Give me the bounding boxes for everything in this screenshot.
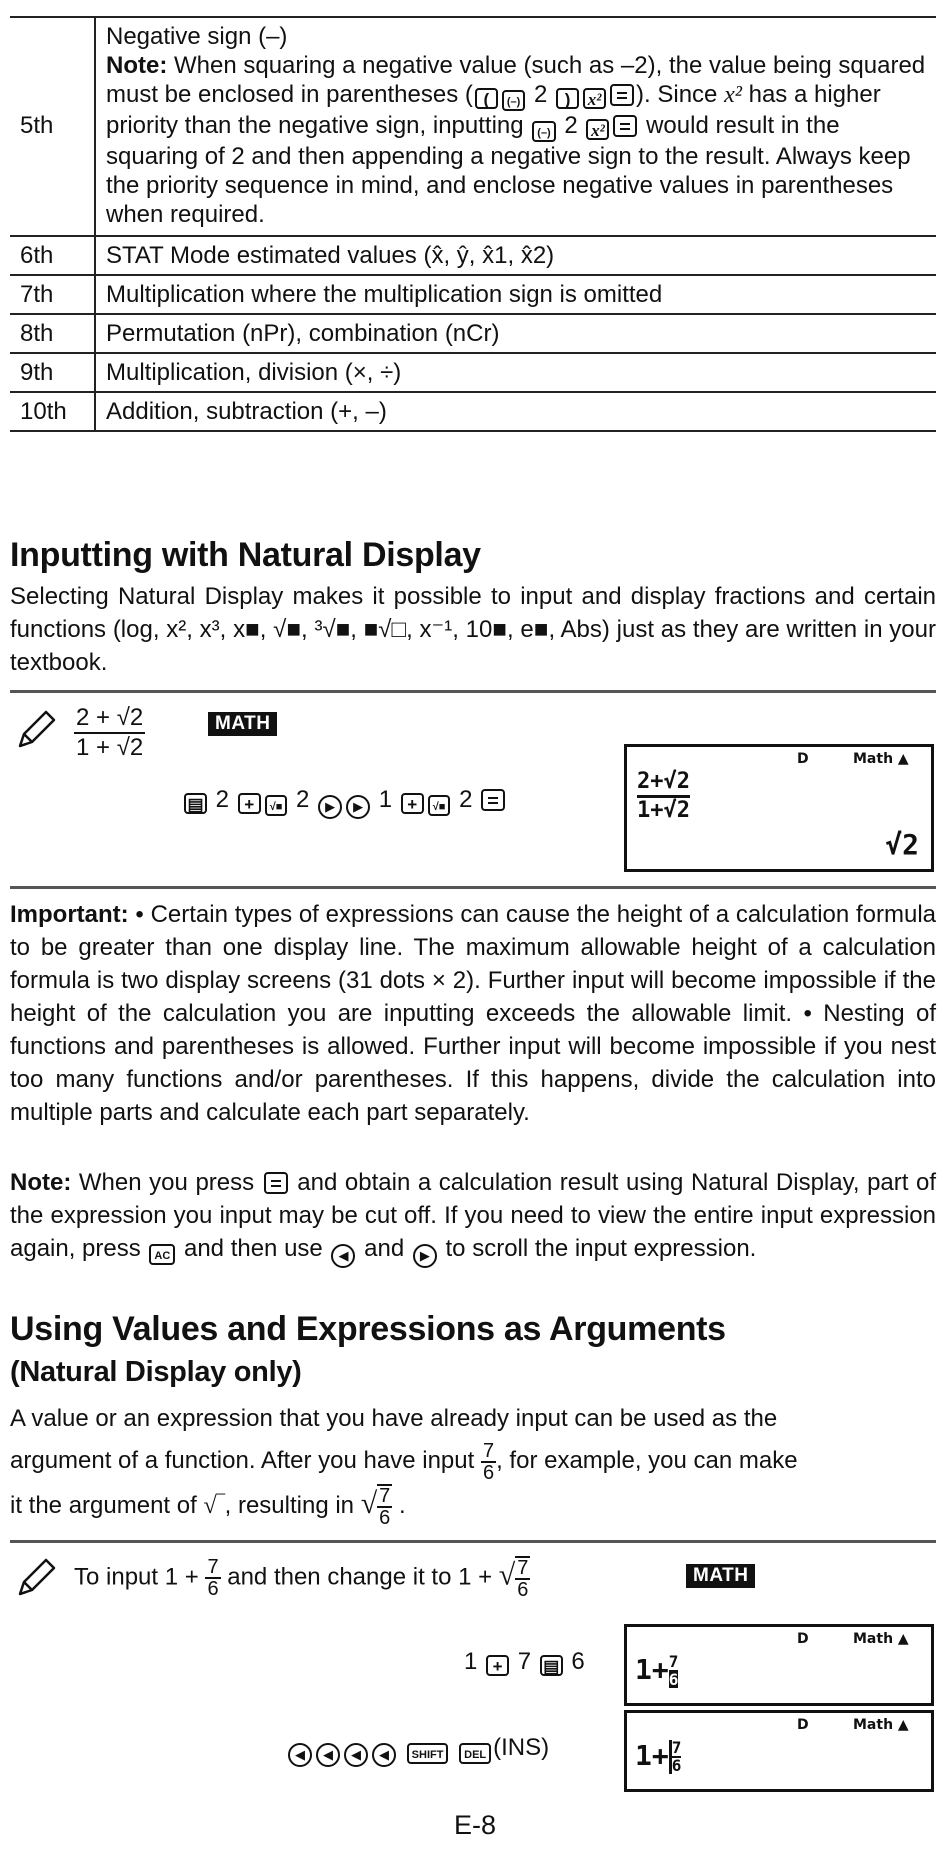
- equals-key: [481, 789, 505, 811]
- sqrt-fraction: √: [360, 1486, 378, 1520]
- sqrt-symbol: √‾: [203, 1492, 225, 1519]
- section-subheading: (Natural Display only): [10, 1356, 302, 1388]
- rank-cell: 7th: [10, 275, 95, 314]
- x-squared-term: x²: [724, 82, 742, 108]
- key-sequence-2: ◀ ◀ ◀ ◀ SHIFT DEL (INS): [286, 1734, 549, 1767]
- desc-cell: Multiplication, division (×, ÷): [95, 353, 936, 392]
- section2-intro: A value or an expression that you have already input can be used as the argument of a function. After you have input $\frac{7}{6}$ , for example, you can make it the argument of √‾, resulting in √ $\frac{7}{6}$ .: [10, 1405, 798, 1530]
- section-intro: Selecting Natural Display makes it possible to input and display fractions and certain functions (log, x², x³, x■, √■, ³√■, ■√□, x⁻¹, 10■, e■, Abs) just as they are written in your textbook.: [10, 583, 936, 676]
- del-key: DEL: [459, 1743, 491, 1764]
- row-note: Note: When squaring a negative value (such as –2), the value being squared must be enclosed in parentheses ( ( (–) 2 ) x² ). Since x² has a higher priority than the negative sign, inputting (–) 2 x² would result in the squaring of 2 and then appending a negative sign to the result. Always keep the priority sequence in mind, and enclose negative values in parentheses when required.: [106, 52, 926, 228]
- fraction-key: ▤: [184, 793, 207, 814]
- desc-cell: STAT Mode estimated values (x̂, ŷ, x̂1, x̂2): [95, 236, 936, 275]
- d-indicator: D: [797, 1717, 809, 1733]
- desc-cell: Multiplication where the multiplication sign is omitted: [95, 275, 936, 314]
- lcd-result: √2: [885, 828, 919, 861]
- note-label: Note:: [106, 52, 168, 79]
- open-paren-key: (: [475, 88, 498, 109]
- ac-key: AC: [149, 1244, 175, 1265]
- lcd-expression: 1+ $\frac{7}{6}$: [635, 1738, 682, 1775]
- equals-key: [613, 115, 637, 137]
- note-label: Note:: [10, 1169, 72, 1196]
- key-sequence: ▤ 2 + √■ 2 ▶ ▶ 1 + √■ 2: [182, 786, 507, 819]
- sqrt-key: √■: [265, 795, 288, 816]
- fraction-7-6: $\frac{7}{6}$: [482, 1439, 495, 1484]
- important-label: Important:: [10, 901, 129, 928]
- divider: [10, 690, 936, 693]
- table-row: [10, 236, 936, 275]
- math-indicator: Math ▲: [853, 1717, 909, 1733]
- rank-cell: 5th: [10, 17, 95, 236]
- priority-table: [10, 16, 936, 432]
- desc-cell: Permutation (nPr), combination (nCr): [95, 314, 936, 353]
- rank-cell: 6th: [10, 236, 95, 275]
- divider: [10, 1540, 936, 1543]
- table-row: [10, 314, 936, 353]
- square-key: x²: [586, 119, 609, 140]
- example-fraction: $\frac{2 + √2}{1 + √2}$: [76, 704, 144, 761]
- plus-key: +: [486, 1655, 509, 1676]
- shift-key: SHIFT: [407, 1743, 449, 1764]
- math-mode-tag: MATH: [686, 1564, 755, 1588]
- square-key: x²: [583, 88, 606, 109]
- row-title: Negative sign (–): [106, 23, 288, 50]
- lcd-expression: 1+ $\frac{7}{6}$: [635, 1652, 679, 1689]
- math-indicator: Math ▲: [853, 751, 909, 767]
- equals-key: [610, 84, 634, 106]
- table-row: [10, 392, 936, 431]
- left-arrow-key: ◀: [316, 1743, 340, 1767]
- calculator-display: [624, 1624, 934, 1706]
- lcd-fraction: 2+√2 1+√2: [637, 769, 690, 823]
- left-arrow-key: ◀: [372, 1743, 396, 1767]
- right-arrow-key: ▶: [413, 1244, 437, 1268]
- table-row: [10, 17, 936, 236]
- negative-key: (–): [502, 90, 525, 111]
- d-indicator: D: [797, 751, 809, 767]
- calculator-display: [624, 1710, 934, 1792]
- rank-cell: 8th: [10, 314, 95, 353]
- divider: [10, 886, 936, 889]
- plus-key: +: [401, 793, 424, 814]
- fraction-key: ▤: [540, 1655, 563, 1676]
- desc-cell: Addition, subtraction (+, –): [95, 392, 936, 431]
- left-arrow-key: ◀: [331, 1244, 355, 1268]
- important-paragraph: Important: • Certain types of expressions can cause the height of a calculation formula to be greater than one display line. The maximum allowable height of a calculation formula is two display screens (31 dots × 2). Further input will become impossible if the height of the calculation you are inputting exceeds the allowable limit. • Nesting of functions and parentheses is allowed. Further input will become impossible if you nest too many functions and/or parentheses. If this happens, divide the calculation into multiple parts and calculate each part separately.: [10, 901, 937, 1126]
- sqrt-key: √■: [428, 795, 451, 816]
- rank-cell: 10th: [10, 392, 95, 431]
- equals-key: [264, 1172, 288, 1194]
- rank-cell: 9th: [10, 353, 95, 392]
- math-mode-tag: MATH: [208, 712, 277, 736]
- example2-caption: To input 1 + $\frac{7}{6}$ and then change it to 1 + √ $\frac{7}{6}$: [74, 1556, 529, 1601]
- key-sequence-1: 1 + 7 ▤ 6: [464, 1648, 585, 1676]
- table-row: [10, 275, 936, 314]
- close-paren-key: ): [556, 88, 579, 109]
- desc-cell: [95, 17, 936, 236]
- right-arrow-key: ▶: [318, 795, 342, 819]
- pencil-icon: [14, 708, 58, 752]
- left-arrow-key: ◀: [344, 1743, 368, 1767]
- note-paragraph: Note: When you press and obtain a calculation result using Natural Display, part of the expression you input may be cut off. If you need to view the entire input expression again, press AC and then use ◀ and ▶ to scroll the input expression.: [10, 1166, 936, 1268]
- math-indicator: Math ▲: [853, 1631, 909, 1647]
- page-number: E-8: [454, 1810, 497, 1840]
- plus-key: +: [238, 793, 261, 814]
- negative-key: (–): [532, 121, 555, 142]
- table-row: [10, 353, 936, 392]
- section-heading: Using Values and Expressions as Arguments: [10, 1310, 726, 1348]
- section-heading: Inputting with Natural Display: [10, 536, 481, 574]
- left-arrow-key: ◀: [288, 1743, 312, 1767]
- d-indicator: D: [797, 1631, 809, 1647]
- calculator-display: [624, 744, 934, 872]
- right-arrow-key: ▶: [346, 795, 370, 819]
- pencil-icon: [14, 1556, 58, 1600]
